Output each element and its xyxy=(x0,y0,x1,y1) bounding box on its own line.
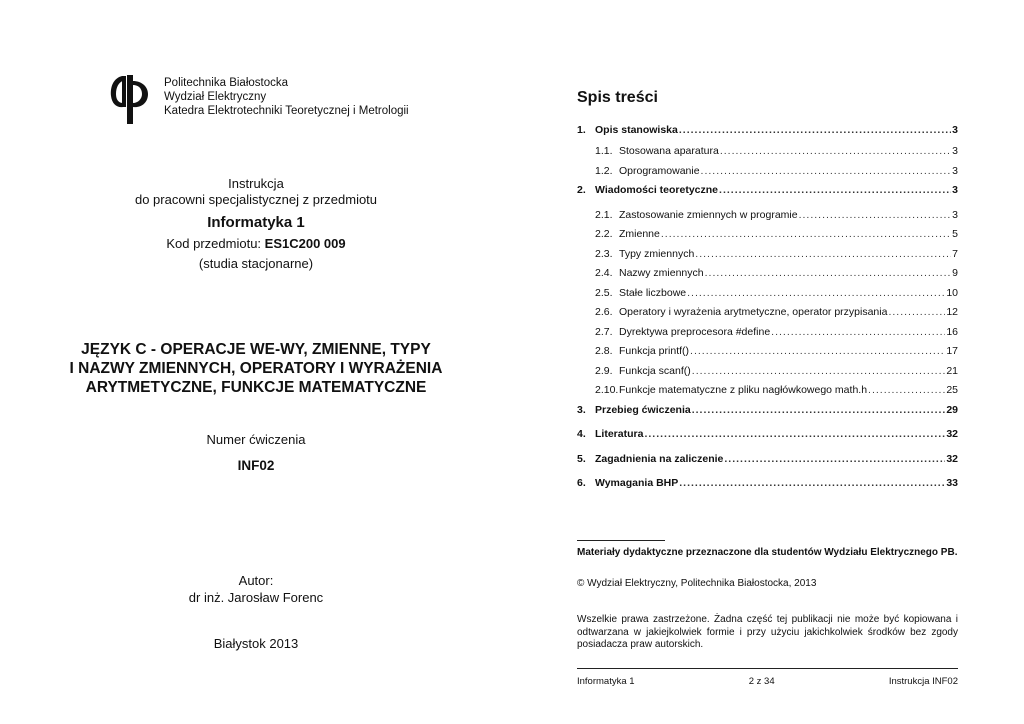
author-label: Autor: xyxy=(238,573,274,588)
toc-entry-label: Funkcja printf() xyxy=(619,345,690,357)
toc-entry-page: 29 xyxy=(946,403,958,416)
footer-page-number: 2 z 34 xyxy=(748,676,775,687)
toc-entry-label: Nazwy zmiennych xyxy=(619,267,704,279)
toc-entry-number: 2.9. xyxy=(595,364,613,377)
toc-entry-number: 5. xyxy=(577,452,586,465)
toc-leader-dots xyxy=(720,145,951,157)
toc-leader-dots xyxy=(679,477,945,489)
toc-entry-page: 3 xyxy=(952,208,958,221)
toc-entry-page: 3 xyxy=(952,184,958,196)
exercise-number: INF02 xyxy=(237,458,275,473)
footer-divider xyxy=(577,668,958,669)
toc-entry-label: Funkcja scanf() xyxy=(619,364,691,377)
toc-leader-dots xyxy=(724,453,945,465)
toc-entry-number: 4. xyxy=(577,428,586,440)
toc-entry-number: 2.7. xyxy=(595,325,613,338)
toc-entry-label: Oprogramowanie xyxy=(619,164,700,177)
footer-subject: Informatyka 1 xyxy=(577,676,635,687)
toc-entry-page: 9 xyxy=(952,267,958,279)
toc-leader-dots xyxy=(719,184,951,196)
toc-leader-dots xyxy=(799,209,952,221)
toc-entry[interactable] xyxy=(577,184,958,209)
toc-entry-page: 32 xyxy=(946,428,958,440)
toc-title: Spis treści xyxy=(577,89,658,106)
instruction-block xyxy=(0,176,512,272)
toc-entry-number: 6. xyxy=(577,477,586,489)
toc-entry[interactable] xyxy=(577,384,958,404)
toc-entry-page: 16 xyxy=(946,325,958,338)
footnote-rights: Wszelkie prawa zastrzeżone. Żadna część tej publikacji nie może być kopiowana i odtwarzana w jakiejkolwiek formie i przy użyciu jakichkolwiek środków bez zgody posiadacza praw autorskich. xyxy=(577,614,958,650)
footer-instruction: Instrukcja INF02 xyxy=(888,676,958,687)
faculty-name: Wydział Elektryczny xyxy=(164,91,267,103)
toc-entry[interactable] xyxy=(577,145,958,165)
footnote-divider xyxy=(577,540,665,541)
toc-entry-page: 10 xyxy=(946,286,958,299)
toc-entry-label: Dyrektywa preprocesora #define xyxy=(619,325,771,338)
instruction-line2: do pracowni specjalistycznej z przedmiotu xyxy=(134,192,378,207)
exercise-label: Numer ćwiczenia xyxy=(206,432,306,447)
author-block xyxy=(0,572,512,606)
toc-entry-number: 2.2. xyxy=(595,228,613,240)
title-line1: JĘZYK C - OPERACJE WE-WY, ZMIENNE, TYPY xyxy=(81,341,431,358)
instruction-line1: Instrukcja xyxy=(228,176,284,191)
toc-leader-dots xyxy=(705,267,952,279)
toc-entry[interactable] xyxy=(577,248,958,268)
study-mode: (studia stacjonarne) xyxy=(198,256,314,271)
toc-entry-page: 12 xyxy=(946,306,958,318)
toc-entry-page: 25 xyxy=(946,384,958,396)
toc-entry-page: 3 xyxy=(952,124,958,136)
toc-leader-dots xyxy=(888,306,945,318)
toc-entry-number: 2.3. xyxy=(595,247,613,260)
toc-entry[interactable] xyxy=(577,477,958,502)
toc-entry-number: 2. xyxy=(577,184,586,196)
author-name: dr inż. Jarosław Forenc xyxy=(188,590,324,605)
toc-entry-page: 3 xyxy=(952,164,958,177)
toc-entry-label: Wymagania BHP xyxy=(595,477,679,489)
toc-entry-page: 3 xyxy=(952,145,958,157)
toc-entry-number: 1. xyxy=(577,124,586,136)
table-of-contents xyxy=(577,124,958,502)
toc-entry-label: Zagadnienia na zaliczenie xyxy=(595,452,724,465)
toc-leader-dots xyxy=(690,345,945,357)
toc-entry-label: Literatura xyxy=(595,428,644,440)
toc-leader-dots xyxy=(679,124,951,136)
title-line3: ARYTMETYCZNE, FUNKCJE MATEMATYCZNE xyxy=(85,379,427,396)
toc-entry-label: Wiadomości teoretyczne xyxy=(595,184,719,196)
toc-entry[interactable] xyxy=(577,345,958,365)
toc-entry-label: Operatory i wyrażenia arytmetyczne, operator przypisania xyxy=(619,306,888,318)
toc-entry-label: Zmienne xyxy=(619,228,660,240)
toc-leader-dots xyxy=(687,287,945,299)
toc-entry-label: Opis stanowiska xyxy=(595,124,678,136)
footnote-copyright: © Wydział Elektryczny, Politechnika Białostocka, 2013 xyxy=(577,578,817,589)
toc-entry-page: 33 xyxy=(946,477,958,489)
city-year: Białystok 2013 xyxy=(213,636,299,651)
toc-entry-page: 17 xyxy=(946,345,958,357)
toc-leader-dots xyxy=(692,365,946,377)
toc-entry[interactable] xyxy=(577,165,958,185)
toc-entry-label: Przebieg ćwiczenia xyxy=(595,403,691,416)
toc-leader-dots xyxy=(701,165,952,177)
toc-entry-label: Typy zmiennych xyxy=(619,247,695,260)
toc-entry-number: 2.8. xyxy=(595,345,613,357)
toc-entry[interactable] xyxy=(577,306,958,326)
toc-entry-number: 2.4. xyxy=(595,267,613,279)
toc-leader-dots xyxy=(868,384,945,396)
toc-entry-page: 7 xyxy=(952,247,958,260)
toc-entry[interactable] xyxy=(577,453,958,478)
institution-block xyxy=(164,76,409,118)
course-code-label: Kod przedmiotu: xyxy=(166,236,262,251)
toc-entry-label: Zastosowanie zmiennych w programie xyxy=(619,208,798,221)
toc-leader-dots xyxy=(661,228,951,240)
toc-entry-number: 2.6. xyxy=(595,306,613,318)
toc-entry-number: 2.10. xyxy=(595,384,619,396)
course-code xyxy=(0,236,512,252)
toc-entry[interactable] xyxy=(577,228,958,248)
toc-leader-dots xyxy=(692,404,946,416)
toc-entry[interactable] xyxy=(577,326,958,346)
toc-entry-number: 2.5. xyxy=(595,286,613,299)
toc-leader-dots xyxy=(771,326,945,338)
toc-entry-page: 21 xyxy=(946,364,958,377)
subject-name: Informatyka 1 xyxy=(207,214,305,231)
toc-entry[interactable] xyxy=(577,287,958,307)
toc-entry-page: 32 xyxy=(946,452,958,465)
toc-entry-label: Stosowana aparatura xyxy=(619,145,719,157)
university-logo-icon xyxy=(108,72,154,124)
toc-leader-dots xyxy=(644,428,945,440)
toc-entry[interactable] xyxy=(577,267,958,287)
course-code-value: ES1C200 009 xyxy=(264,236,346,251)
toc-entry[interactable] xyxy=(577,124,958,145)
footnote-materials: Materiały dydaktyczne przeznaczone dla studentów Wydziału Elektrycznego PB. xyxy=(577,547,958,558)
toc-entry-number: 1.1. xyxy=(595,145,613,157)
toc-entry-label: Stałe liczbowe xyxy=(619,286,687,299)
toc-entry[interactable] xyxy=(577,365,958,385)
toc-entry[interactable] xyxy=(577,404,958,429)
toc-entry-label: Funkcje matematyczne z pliku nagłówkowego math.h xyxy=(619,384,868,396)
toc-entry-page: 5 xyxy=(952,228,958,240)
toc-entry[interactable] xyxy=(577,209,958,229)
department-name: Katedra Elektrotechniki Teoretycznej i Metrologii xyxy=(164,105,409,117)
toc-entry-number: 2.1. xyxy=(595,208,613,221)
toc-entry-number: 3. xyxy=(577,403,586,416)
toc-entry-number: 1.2. xyxy=(595,164,613,177)
toc-leader-dots xyxy=(695,248,951,260)
institution-name: Politechnika Białostocka xyxy=(164,77,289,89)
toc-entry[interactable] xyxy=(577,428,958,453)
page-footer xyxy=(577,676,958,687)
document-title xyxy=(0,340,512,397)
title-line2: I NAZWY ZMIENNYCH, OPERATORY I WYRAŻENIA xyxy=(69,360,443,377)
